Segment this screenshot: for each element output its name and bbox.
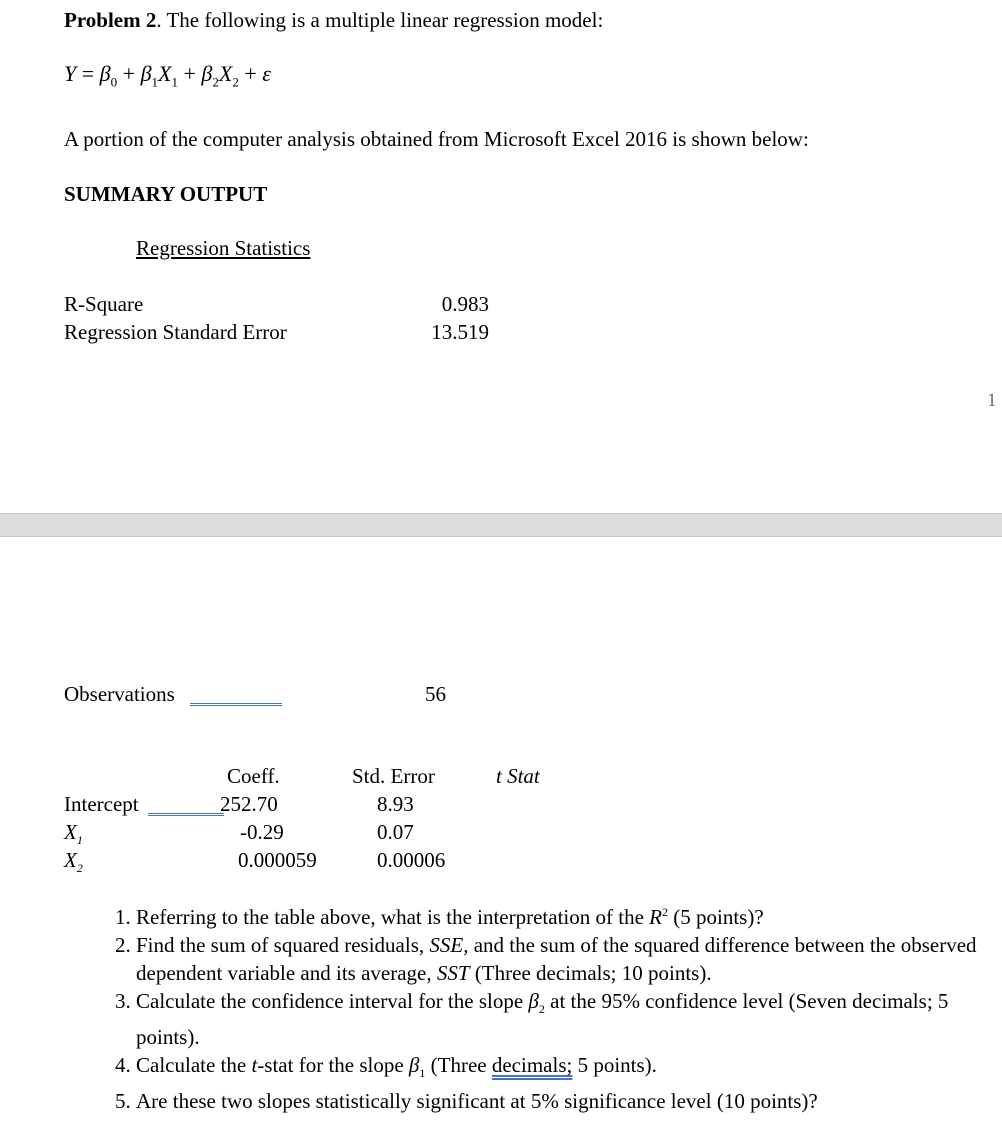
- x2-label: $X_2$: [64, 848, 83, 876]
- problem-label: Problem 2: [64, 8, 157, 32]
- r-square-label: R-Square: [64, 292, 144, 316]
- x1-coeff: -0.29: [240, 820, 284, 844]
- summary-output-heading: SUMMARY OUTPUT: [64, 182, 268, 206]
- observations-value: 56: [425, 682, 446, 706]
- intercept-underline: [148, 813, 224, 816]
- x2-std-error: 0.00006: [377, 848, 446, 872]
- page-number: 1: [987, 390, 997, 411]
- t-stat-header: t Stat: [496, 764, 540, 788]
- x1-label: $X_1$: [64, 820, 83, 848]
- portion-text: A portion of the computer analysis obtained from Microsoft Excel 2016 is shown below:: [64, 127, 809, 151]
- intercept-coeff: 252.70: [220, 792, 278, 816]
- observations-label: Observations: [64, 682, 175, 706]
- problem-heading: [64, 8, 603, 33]
- regression-equation: $Y = \beta_0 + \beta_1X_1 + \beta_2X_2 + \varepsilon$: [64, 61, 271, 90]
- page-break: [0, 513, 1002, 537]
- std-error-header: Std. Error: [352, 764, 435, 788]
- regression-statistics-heading: Regression Statistics: [136, 236, 311, 260]
- r-square-value: 0.983: [441, 292, 489, 316]
- question-2: 2. Find the sum of squared residuals, SSE, and the sum of the squared difference between the observed dependent variable and its average, SST (Three decimals; 10 points).: [136, 931, 1002, 987]
- std-error-value: 13.519: [431, 320, 489, 344]
- x2-coeff: 0.000059: [238, 848, 317, 872]
- question-3: 3. Calculate the confidence interval for the slope $\beta_2$ at the 95% confidence level (Seven decimals; 5 points).: [136, 987, 1002, 1051]
- intercept-label: Intercept: [64, 792, 139, 816]
- intercept-std-error: 8.93: [377, 792, 414, 816]
- question-1: 1. Referring to the table above, what is the interpretation of the $R^2$ (5 points)?: [136, 898, 1002, 931]
- question-5: 5. Are these two slopes statistically significant at 5% significance level (10 points)?: [136, 1087, 1002, 1115]
- observations-underline: [190, 703, 282, 706]
- question-4: 4. Calculate the t-stat for the slope $\beta_1$ (Three decimals; 5 points).: [136, 1051, 1002, 1087]
- questions-list: [98, 898, 1002, 1115]
- std-error-label: Regression Standard Error: [64, 320, 287, 344]
- coeff-header: Coeff.: [227, 764, 280, 788]
- problem-intro: . The following is a multiple linear regression model:: [156, 8, 604, 32]
- x1-std-error: 0.07: [377, 820, 414, 844]
